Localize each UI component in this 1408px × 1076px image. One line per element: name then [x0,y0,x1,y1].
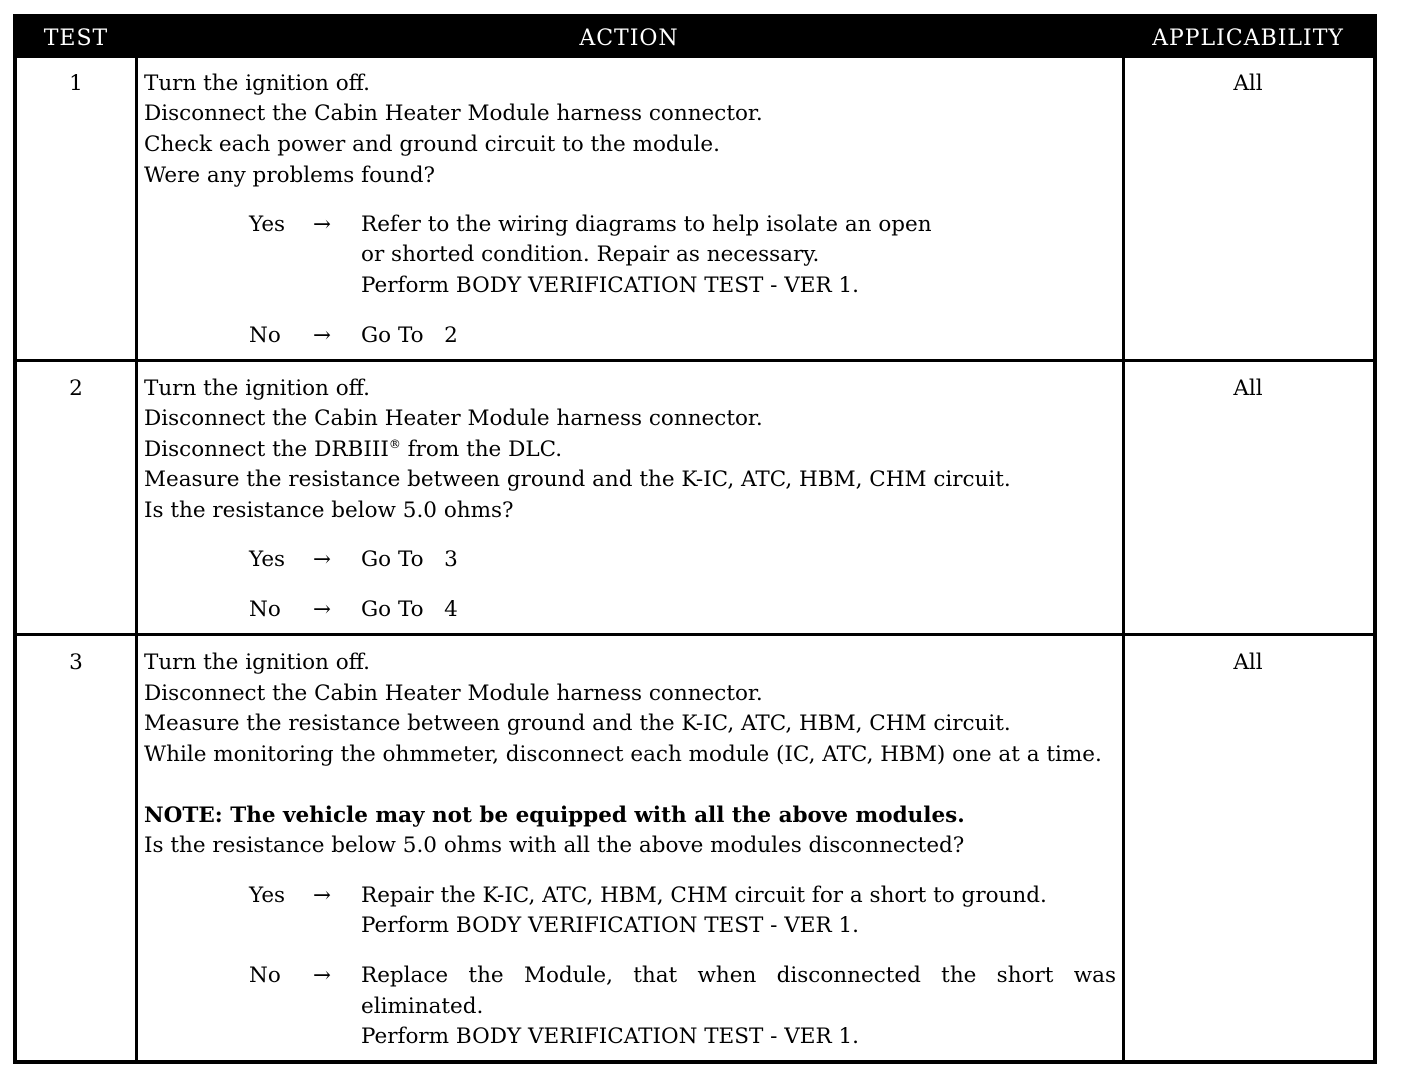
yes-result: Go To 3 [361,547,458,572]
applicability-value: All [1233,376,1263,401]
action-line: Disconnect the Cabin Heater Module harness connector. [144,681,763,706]
action-line: Measure the resistance between ground and the K-IC, ATC, HBM, CHM circuit. [144,711,1011,736]
row-divider [17,633,1373,636]
action-line: Turn the ignition off. [144,71,370,96]
table-header [17,18,1373,58]
no-label: No [249,597,281,622]
header-applicability: APPLICABILITY [1152,26,1344,51]
action-line: Disconnect the Cabin Heater Module harness connector. [144,406,763,431]
note-line: NOTE: The vehicle may not be equipped with all the above modules. [144,803,965,828]
action-text: Disconnect the DRBIII [144,437,389,462]
action-line: Turn the ignition off. [144,376,370,401]
action-line [144,435,562,466]
registered-mark: ® [388,436,401,451]
test-number: 3 [69,650,83,675]
action-line: Is the resistance below 5.0 ohms with all the above modules disconnected? [144,833,965,858]
applicability-value: All [1233,71,1263,96]
no-result: Go To 4 [361,597,458,622]
yes-result-line: or shorted condition. Repair as necessary. [361,242,820,267]
arrow-icon: → [313,212,332,237]
arrow-icon: → [313,547,332,572]
action-line: Turn the ignition off. [144,650,370,675]
no-result-line: Perform BODY VERIFICATION TEST - VER 1. [361,1024,860,1049]
arrow-icon: → [313,597,332,622]
no-result: Go To 2 [361,323,458,348]
no-label: No [249,323,281,348]
row-divider [17,359,1373,362]
arrow-icon: → [313,883,332,908]
action-line: Measure the resistance between ground and the K-IC, ATC, HBM, CHM circuit. [144,467,1011,492]
yes-label: Yes [249,212,286,237]
applicability-value: All [1233,650,1263,675]
action-line: Check each power and ground circuit to the module. [144,132,720,157]
arrow-icon: → [313,963,332,988]
yes-label: Yes [249,883,286,908]
column-divider [135,58,138,1060]
yes-result-line: Perform BODY VERIFICATION TEST - VER 1. [361,273,860,298]
header-test: TEST [43,26,109,51]
test-number: 1 [69,71,83,96]
arrow-icon: → [313,323,332,348]
yes-result-line: Perform BODY VERIFICATION TEST - VER 1. [361,913,860,938]
yes-result-line: Repair the K-IC, ATC, HBM, CHM circuit for a short to ground. [361,883,1047,908]
diagnostic-table [13,14,1377,1064]
action-line: Disconnect the Cabin Heater Module harness connector. [144,101,763,126]
action-text: from the DLC. [400,437,563,462]
header-action: ACTION [579,26,679,51]
action-line: While monitoring the ohmmeter, disconnect each module (IC, ATC, HBM) one at a time. [144,742,1102,767]
no-result-line: Replace the Module, that when disconnected the short was eliminated. [361,963,1116,1019]
yes-label: Yes [249,547,286,572]
column-divider [1122,58,1125,1060]
no-label: No [249,963,281,988]
yes-result-line: Refer to the wiring diagrams to help isolate an open [361,212,932,237]
action-line: Is the resistance below 5.0 ohms? [144,498,514,523]
action-line: Were any problems found? [144,163,436,188]
test-number: 2 [69,376,83,401]
